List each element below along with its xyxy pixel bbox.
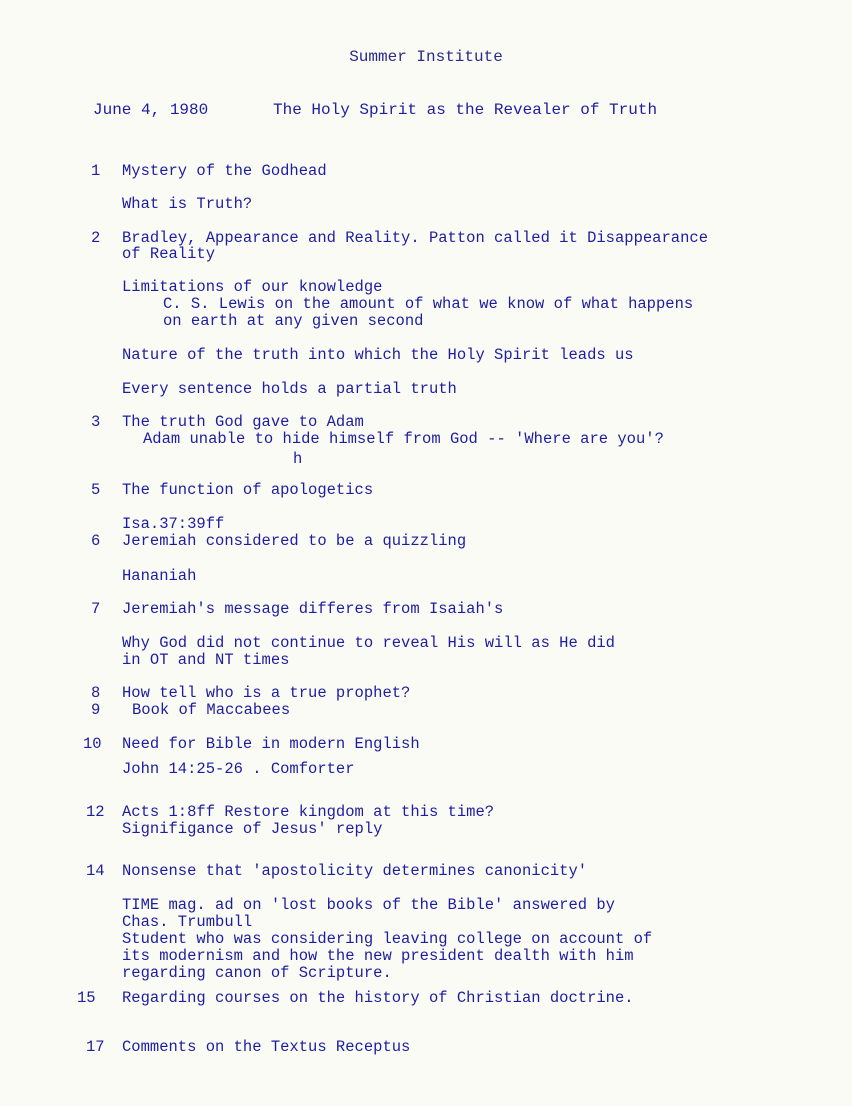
item-line: Signifigance of Jesus' reply xyxy=(122,820,383,838)
item-line: Acts 1:8ff Restore kingdom at this time? xyxy=(122,803,495,821)
item-line: Jeremiah considered to be a quizzling xyxy=(122,532,467,550)
item-line: Isa.37:39ff xyxy=(122,515,225,533)
item-line: Need for Bible in modern English xyxy=(122,735,420,753)
document-title: Summer Institute xyxy=(349,48,503,66)
item-number: 14 xyxy=(86,862,105,880)
item-line: Student who was considering leaving college on account of xyxy=(122,930,653,948)
item-line: in OT and NT times xyxy=(122,651,290,669)
item-number: 5 xyxy=(91,481,101,499)
item-line: How tell who is a true prophet? xyxy=(122,684,411,702)
item-line: Comments on the Textus Receptus xyxy=(122,1038,411,1056)
item-number: 6 xyxy=(91,532,101,550)
item-line: Nonsense that 'apostolicity determines canonicity' xyxy=(122,862,588,880)
lecture-topic: The Holy Spirit as the Revealer of Truth xyxy=(273,101,658,119)
item-number: 17 xyxy=(86,1038,105,1056)
item-line: John 14:25-26 . Comforter xyxy=(122,760,355,778)
item-line: of Reality xyxy=(122,245,216,263)
item-number: 7 xyxy=(91,600,101,618)
item-line: Hananiah xyxy=(122,567,197,585)
item-line: Why God did not continue to reveal His will as He did xyxy=(122,634,615,652)
item-number: 9 xyxy=(91,701,101,719)
item-line: its modernism and how the new president dealth with him xyxy=(122,947,634,965)
item-line: h xyxy=(293,450,303,468)
item-line: Jeremiah's message differes from Isaiah's xyxy=(122,600,504,618)
item-line: regarding canon of Scripture. xyxy=(122,964,392,982)
item-number: 1 xyxy=(91,162,101,180)
item-line: Mystery of the Godhead xyxy=(122,162,327,180)
item-number: 8 xyxy=(91,684,101,702)
item-line: Nature of the truth into which the Holy Spirit leads us xyxy=(122,346,634,364)
item-number: 15 xyxy=(77,989,96,1007)
item-line: Adam unable to hide himself from God -- 'Where are you'? xyxy=(143,430,664,448)
item-line: Every sentence holds a partial truth xyxy=(122,380,457,398)
item-line: Regarding courses on the history of Christian doctrine. xyxy=(122,989,634,1007)
item-number: 10 xyxy=(83,735,102,753)
item-line: Limitations of our knowledge xyxy=(122,278,383,296)
item-line: The function of apologetics xyxy=(122,481,374,499)
item-line: The truth God gave to Adam xyxy=(122,413,364,431)
item-number: 2 xyxy=(91,229,101,247)
dateline xyxy=(93,101,658,119)
item-line: Chas. Trumbull xyxy=(122,913,253,931)
item-line: What is Truth? xyxy=(122,195,253,213)
item-number: 3 xyxy=(91,413,101,431)
item-line: Book of Maccabees xyxy=(132,701,291,719)
item-line: on earth at any given second xyxy=(163,312,424,330)
item-line: Bradley, Appearance and Reality. Patton called it Disappearance xyxy=(122,229,708,247)
item-number: 12 xyxy=(86,803,105,821)
item-line: C. S. Lewis on the amount of what we know of what happens xyxy=(163,295,694,313)
item-line: TIME mag. ad on 'lost books of the Bible' answered by xyxy=(122,896,615,914)
date: June 4, 1980 xyxy=(93,101,209,119)
